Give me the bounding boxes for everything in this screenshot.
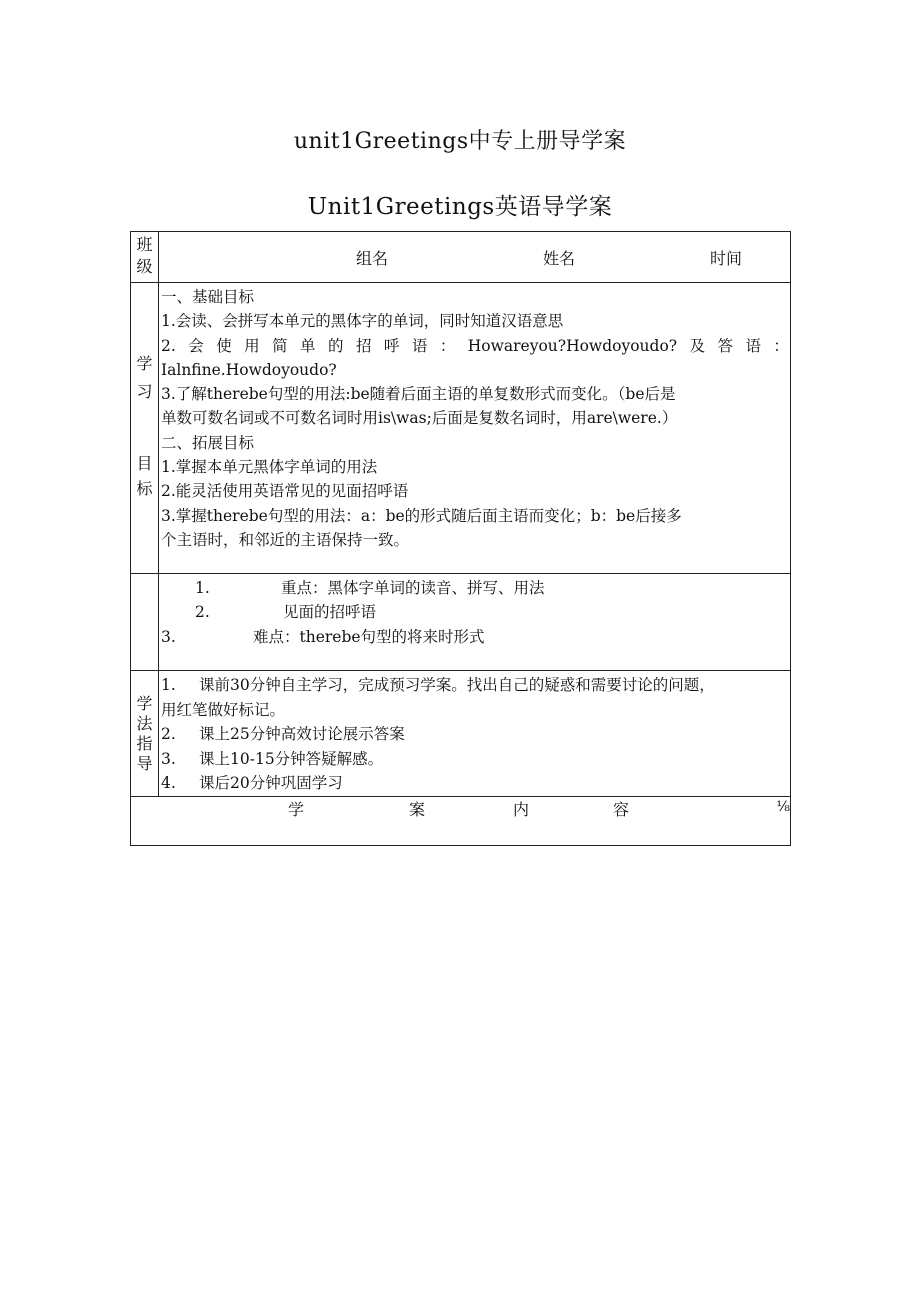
basic-goal-1: 1.会读、会拼写本单元的黑体字的单词，同时知道汉语意思 (161, 312, 564, 331)
method-item-num: 2. (161, 725, 176, 743)
key-point-2-num: 2. (195, 603, 210, 622)
method-item-text: 课上25分钟高效讨论展示答案 (199, 725, 405, 743)
page-number: ⅛ (776, 798, 790, 815)
extended-goal-2: 2.能灵活使用英语常见的见面招呼语 (161, 482, 409, 501)
goals-side-char-1: 学 (136, 354, 153, 373)
content-char-2: 案 (409, 799, 426, 819)
method-side-char-3: 指 (136, 734, 153, 753)
class-label-line1: 班 (136, 235, 153, 254)
method-side-char-2: 法 (136, 714, 153, 733)
goals-side-char-2: 习 (136, 382, 153, 401)
content-row (131, 796, 791, 845)
key-points-row (131, 574, 791, 671)
bg2-part: 及 (689, 336, 706, 355)
basic-goal-3-cont: 单数可数名词或不可数名词时用is\was;后面是复数名词时，用are\were.） (161, 409, 678, 428)
key-point-2-text: 见面的招呼语 (283, 603, 377, 622)
bg2-part: 会 (188, 336, 204, 355)
bg2-part: 用 (244, 336, 260, 355)
document-subtitle: Unit1Greetings英语导学案 (307, 194, 613, 220)
name-label: 姓名 (543, 249, 576, 268)
bg2-part: 的 (328, 336, 344, 355)
class-label-line2: 级 (136, 257, 153, 276)
basic-goal-2 (161, 334, 789, 358)
document-title: unit1Greetings中专上册导学案 (293, 129, 627, 154)
goals-side-label (131, 283, 159, 574)
bg2-part: 语 (411, 336, 428, 355)
key-point-3-text: 难点：therebe句型的将来时形式 (253, 627, 485, 646)
extended-goal-3: 3.掌握therebe句型的用法：a：be的形式随后面主语而变化；b：be后接多 (161, 506, 682, 525)
bg2-part: 简 (272, 336, 288, 355)
bg2-part: 使 (216, 336, 232, 355)
key-points-content (159, 574, 791, 671)
method-item (161, 771, 789, 796)
lesson-plan-table (130, 231, 791, 846)
key-point-1 (159, 576, 790, 600)
key-point-3-num: 3. (161, 627, 176, 646)
method-item (161, 747, 789, 772)
extended-goal-1: 1.掌握本单元黑体字单词的用法 (161, 458, 378, 477)
bg2-part: Howareyou?Howdoyoudo? (467, 336, 678, 355)
method-item-text: 课前30分钟自主学习，完成预习学案。找出自己的疑惑和需要讨论的问题， (199, 676, 715, 694)
method-side-char-1: 学 (136, 694, 153, 713)
method-item-text: 用红笔做好标记。 (161, 700, 286, 719)
goals-side-char-3: 目 (136, 454, 153, 473)
method-row (131, 671, 791, 797)
bg2-part: 答 (717, 336, 733, 355)
basic-goal-2-cont: Ialnfine.Howdoyoudo? (161, 360, 337, 379)
method-side-char-4: 导 (136, 754, 153, 773)
bg2-part: 2. (161, 336, 176, 355)
method-item-num: 3. (161, 749, 176, 768)
class-label-cell (131, 232, 159, 283)
header-row (131, 232, 791, 283)
method-item (161, 673, 789, 698)
key-point-1-num: 1. (195, 579, 210, 597)
key-point-3 (159, 625, 790, 649)
goals-side-char-4: 标 (136, 479, 153, 498)
content-char-4: 容 (613, 799, 630, 819)
method-item (161, 698, 789, 723)
bg2-part: 招 (355, 336, 372, 355)
method-content (159, 671, 791, 797)
bg2-part: 单 (300, 336, 316, 355)
content-char-1: 学 (288, 799, 305, 819)
method-item (161, 722, 789, 747)
bg2-part: 语 (745, 336, 761, 355)
key-point-2 (159, 600, 790, 624)
basic-goals-title: 一、基础目标 (161, 288, 255, 306)
bg2-part: 呼 (383, 336, 400, 355)
bg2-part: ： (773, 336, 789, 355)
header-fields-cell (159, 232, 791, 283)
bg2-part: ： (439, 336, 456, 355)
content-cell (131, 796, 791, 845)
time-label: 时间 (710, 249, 743, 268)
goals-content (159, 283, 791, 574)
basic-goal-3: 3.了解therebe句型的用法:be随着后面主语的单复数形式而变化。（be后是 (161, 385, 676, 404)
group-label: 组名 (356, 249, 389, 268)
method-item-num: 4. (161, 774, 176, 792)
key-point-1-text: 重点：黑体字单词的读音、拼写、用法 (281, 579, 545, 597)
extended-goals-title: 二、拓展目标 (161, 433, 255, 452)
extended-goal-3-cont: 个主语时，和邻近的主语保持一致。 (161, 530, 410, 549)
content-char-3: 内 (513, 799, 530, 819)
method-side-label (131, 671, 159, 797)
method-item-text: 课后20分钟巩固学习 (199, 774, 343, 792)
key-points-side (131, 574, 159, 671)
method-item-text: 课上10-15分钟答疑解感。 (199, 749, 384, 768)
goals-row (131, 283, 791, 574)
method-item-num: 1. (161, 676, 176, 694)
